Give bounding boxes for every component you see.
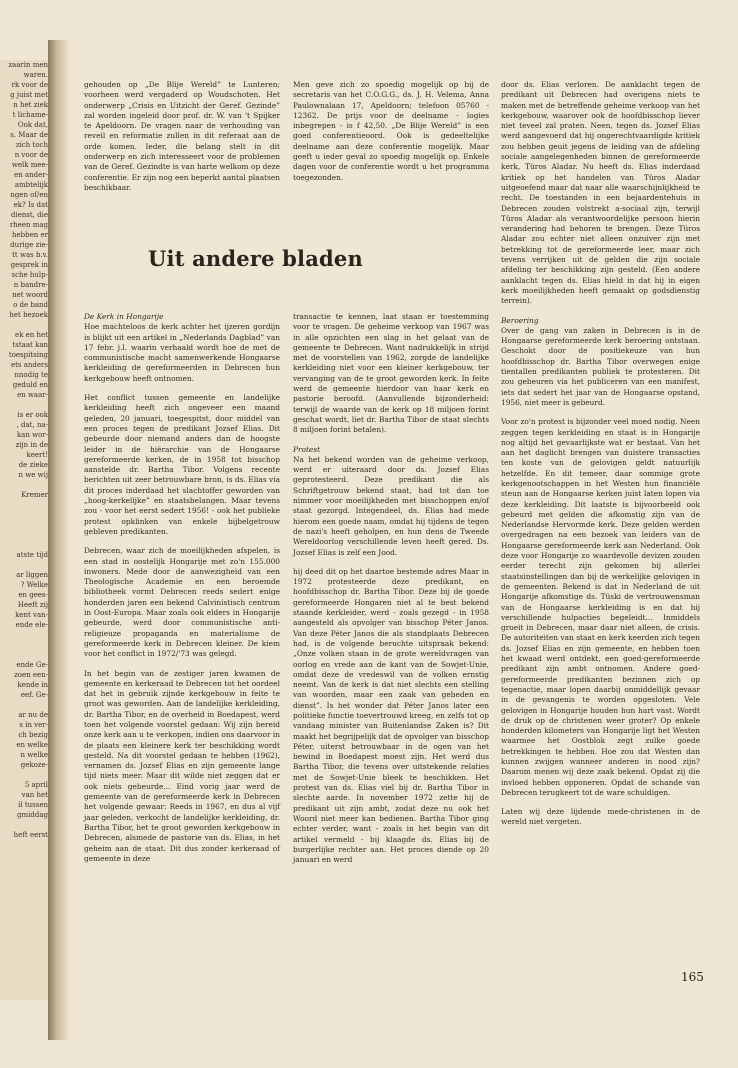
- left-page-line: durige zie-: [10, 241, 48, 249]
- left-page-line: net woord: [12, 291, 48, 299]
- left-page-line: eef. Ge-: [20, 691, 48, 699]
- col3-subheading: Beroering: [501, 315, 539, 325]
- left-page-line: g juist met: [10, 91, 48, 99]
- left-page-line: s in ver-: [19, 721, 48, 729]
- left-page-line: kan wor-: [16, 431, 48, 439]
- left-page-line: ets anders: [10, 361, 48, 369]
- left-page-line: [0, 480, 52, 490]
- left-page-line: ? Welke: [20, 581, 48, 589]
- left-page-line: [0, 700, 52, 710]
- left-page-line: hebben er: [12, 231, 48, 239]
- left-page-line: [0, 400, 52, 410]
- left-page-line: nnodig te: [14, 371, 48, 379]
- left-page-line: [0, 520, 52, 530]
- column-2: [293, 312, 489, 874]
- left-page-line: ek? Is dat: [13, 201, 48, 209]
- left-page-line: [0, 640, 52, 650]
- left-page-line: is er ook: [17, 411, 48, 419]
- left-page-line: gekoze-: [20, 761, 48, 769]
- left-page-line: het bezoek: [9, 311, 48, 319]
- column-3: [501, 80, 700, 837]
- section-heading: Uit andere bladen: [148, 246, 363, 271]
- left-page-line: ar nu de: [18, 711, 48, 719]
- left-page-line: n voor de: [14, 151, 48, 159]
- left-page-line: ar liggen: [16, 571, 48, 579]
- page-number: 165: [681, 970, 704, 984]
- left-page-line: n bandre-: [13, 281, 48, 289]
- left-page-line: kende in: [17, 681, 48, 689]
- left-page-line: van het: [21, 791, 48, 799]
- col3-paragraph-3: Voor zo'n protest is bijzonder veel moed nodig. Neen zeggen tegen kerkleiding en staat is in Hongarije nog altijd het gevaarlijkste wat er bestaat. Van het aan het daglicht brengen van duistere transacties ten koste van de gelovigen geldt natuurlijk hetzelfde. En dit temeer, daar sommige grote kerkgenootschappen in het Westen hun financiële steun aan de Hongaarse kerken juist laten lopen via deze kerkleiding. Dit laatste is bijvoorbeeld ook gebeurd met gelden die afkomstig zijn van de Nederlandse Hervormde kerk. Deze gelden werden overgedragen na een bezoek van leiders van de Hongaarse gereformeerde kerk aan Nederland. Ook deze voor Hongarije zo waardevolle devizen zouden eerder terecht zijn gekomen bij allerlei staatsinstellingen dan bij de werkelijke gelovigen in de gemeenten. Bekend is dat in Nederland de uit Hongarije afkomstige ds. Tüski de vertrouwensman van de Hongaarse kerkleiding is en dat hij verschillende hulpacties begeleidt... Inmiddels groeit in Debrecen, maar daar niet alleen, de crisis. De autoriteiten van staat en kerk keerden zich tegen ds. Jozsef Elias en zijn gemeente, en hebben toen het kwaad werd ontdekt, een goed-gereformeerde predikant zijn ambt ontnomen. Andere goed-gereformeerde predikanten bezinnen zich op tegenactie, maar lopen daarbij onmiddellijk gevaar in de gevangenis te worden opgesloten. Vele gelovigen in Hongarije houden hun hart vast. Wordt de druk op de christenen weer groter? Op enkele honderden kilometers van Hongarije ligt het Westen waarmee het Oostblok zegt zulke goede betrekkingen te hebben. Hoe zou dat Westen dan kunnen zwijgen wanneer anderen in nood zijn? Daarom menen wij deze zaak bekend. Opdat zij die invloed hebben opponeren. Opdat de schande van Debrecen terugkeert tot de ware schuldigen.: [501, 417, 700, 797]
- left-page-line: ngen of/en: [10, 191, 48, 199]
- left-page-line: [0, 500, 52, 510]
- left-page-line: zaarin men: [8, 61, 48, 69]
- col1-paragraph-2: Het conflict tussen gemeente en landelijke kerkleiding heeft zich ongeveer een maand geleden, 20 januari, toegespitst, door middel van een proces tegen de predikant Jozsef Elias. Dit gebeurde door niemand anders dan de hoogste leider in de hiërarchie van de Hongaarse gereformeerde kerken, de in 1958 tot bisschop aanstelde dr. Bartha Tibor. Volgens recente berichten uit zeer betrouwbare bron, is ds. Elias via dit proces inderdaad het slachtoffer geworden van „hoog-kerkelijke” en staatsbelangen. Maar tevens zou - voor het eerst sedert 1956! - ook het publieke protest opklinken van enkele bijbelgetrouw gebleven predikanten.: [84, 393, 280, 536]
- column-1: [84, 312, 280, 873]
- col3-paragraph-4: Laten wij deze lijdende mede-christenen in de wereld niet vergeten.: [501, 807, 700, 827]
- left-page-line: o de band: [13, 301, 48, 309]
- col1-subheading: De Kerk in Hongarije: [84, 312, 164, 321]
- col2-top-text: Men geve zich zo spoedig mogelijk op bij de secretaris van het C.O.G.G., ds. J. H. Velema, Anna Paulownalaan 17, Apeldoorn; telefoon 05760 - 12362. De prijs voor de deelname - logies inbegrepen - is f 42,50. „De Blije Wereld” is een goed conferentieoord. Ook is gedeeltelijke deelname aan deze conferentie mogelijk. Maar geeft u ieder geval zo spoedig mogelijk op. Enkele dagen voor de conferentie wordt u het programma toegezonden.: [293, 80, 489, 182]
- left-page-line: t lichame-: [12, 111, 48, 119]
- left-page-line: [0, 560, 52, 570]
- left-page-line: atste tijd: [16, 551, 48, 559]
- column-2-top: [293, 80, 489, 192]
- left-page-line: kent van-: [15, 611, 48, 619]
- left-page-line: de zieke: [18, 461, 48, 469]
- col3-paragraph-2: Over de gang van zaken in Debrecen is in de Hongaarse gereformeerde kerk beroering ontstaan. Geschokt door de positiekeuze van hun hoofdbisschop dr. Bartha Tibor overwegen enige tientallen predikanten publiek te protesteren. Dit zou gebeuren via het publiceren van een manifest, iets dat sedert het jaar van de Hongaarse opstand, 1956, niet meer is gebeurd.: [501, 325, 700, 407]
- left-page-line: n het ziek: [13, 101, 48, 109]
- left-page-line: ende ele-: [15, 621, 48, 629]
- left-page-line: en ander-: [14, 171, 48, 179]
- left-page-line: waren.: [23, 71, 48, 79]
- left-page-line: ch bezig: [18, 731, 48, 739]
- col1-paragraph-1: Hoe machteloos de kerk achter het ijzeren gordijn is blijkt uit een artikel in „Nederlands Dagblad” van 17 febr. j.l. waarin verhaald wordt hoe de met de communistische macht samenwerkende Hongaarse kerkleiding de gereformeerden in Debrecen hun kerkgebouw heeft ontnomen.: [84, 322, 280, 383]
- left-page-line: s. Maar de: [10, 131, 48, 139]
- left-page-line: ende Ge-: [16, 661, 48, 669]
- left-page-line: [0, 510, 52, 520]
- column-1-top: [84, 80, 280, 202]
- left-page-line: [0, 650, 52, 660]
- left-page-line: [0, 540, 52, 550]
- left-page-line: en gees-: [18, 591, 48, 599]
- left-page-line: ek en het: [15, 331, 48, 339]
- left-page-line: geduld en: [12, 381, 48, 389]
- col2-paragraph-1: transactie te kennen, laat staan er toestemming voor te vragen. De geheime verkoop van 1967 was in alle opzichten een slag in het gelaat van de gemeente te Debrecen. Want nadrukkelijk in strijd met de voorstellen van 1962, zorgde de landelijke kerkleiding niet voor een kleiner kerkgebouw, ter vervanging van de te groot geworden kerk. In feite werd de gemeente hierdoor van haar kerk en pastorie beroofd. (Aanvullende bijzonderheid: terwijl de waarde van de kerk op 18 miljoen forint geschat wordt, liet dr. Bartha Tibor de staat slechts 8 miljoen forint betalen).: [293, 312, 489, 435]
- left-page-line: dienst, die: [10, 211, 48, 219]
- col3-paragraph-1: door ds. Elias verloren. De aanklacht tegen de predikant uit Debrecen had overigens niets te maken met de betreffende geheime verkoop van het kerkgebouw, waarover ook de hoofdbisschop liever niet teveel zal praten. Neen, tegen ds. Jozsef Elias werd aangevoerd dat hij ongerechtvaardigde kritiek zou hebben geuit jegens de leiding van de afdeling sociale aangelegenheden binnen de gereformeerde kerk, Türos Aladar. Nu heeft ds. Elias inderdaad kritiek op het handelen van Türos Aladar uitgeoefend maar dat naar alle waarschijnlijkheid te recht. De toestanden in een bejaardentehuis in Debrecen zouden volstrekt a-sociaal zijn, terwijl Türos Aladar als verantwoordelijke persoon hierin verandering had behoren te brengen. Deze Türos Aladar zou echter niet alleen onzuiver zijn met betrekking tot de gereformeerde leer, maar zich tevens verrijken uit de gelden die zijn sociale afdeling ter beschikking zijn gesteld. (Een andere aanklacht tegen ds. Elias hield in dat hij in eigen kerk moeilijkheden heeft gemaakt op godsdienstig terrein).: [501, 80, 700, 306]
- left-page-line: zoen een-: [14, 671, 48, 679]
- left-page-line: en welke: [16, 741, 48, 749]
- left-page-line: [0, 820, 52, 830]
- col2-paragraph-3: hij deed dit op het daartoe bestemde adres Maar in 1972 protesteerde deze predikant, en hoofdbisschop dr. Bartha Tibor. Deze bij de goede gereformeerde Hongaren niet al te best bekend staande kerkleider, werd - zoals gezegd - in 1958 aangesteld als opvolger van bisschop Péter Janos. Van deze Péter Janos die als standplaats Debrecen had, is de volgende beruchte uitspraak bekend: „Onze volken staan in de grote wereldvragen van oorlog en vrede aan de kant van de Sowjet-Unie, omdat deze de vredeswil van de volken ernstig neemt. Van de kerk is dat niet slechts een stelling van woorden, maar een zaak van gebeden en dienst”. Is het wonder dat Péter Janos later een politieke functie toevertrouwd kreeg, en zelfs tot op vandaag minister van Buitenlandse Zaken is? Dit maakt het begrijpelijk dat de opvolger van bisschop Péter, uiterst betrouwbaar in de ogen van het bewind in Boedapest moest zijn. Het werd dus Bartha Tibor, die tevens over uitstekende relaties met de Sowjet-Unie bleek te beschikken. Het protest van ds. Elias viel bij dr. Bartha Tibor in slechte aarde. In november 1972 zette hij de predikant uit zijn ambt, zodat deze nu ook het Woord niet meer kan bedienen. Bartha Tibor ging echter verder, want - zoals in het begin van dit artikel vermeld - bij klaagde ds. Elias bij de burgerlijke rechter aan. Het proces diende op 20 januari en werd: [293, 566, 489, 865]
- left-page-line: Kremer: [21, 491, 48, 499]
- left-page-line: keert!: [26, 451, 48, 459]
- left-page-line: il tussen: [18, 801, 48, 809]
- left-page-line: , dat, na-: [16, 421, 48, 429]
- left-page-line: n welke: [20, 751, 48, 759]
- left-page-line: gesprek in: [10, 261, 48, 269]
- left-page-line: [0, 630, 52, 640]
- col2-subheading: Protest: [293, 444, 321, 454]
- col1-paragraph-4: In het begin van de zestiger jaren kwamen de gemeente en kerkeraad te Debrecen tot het oordeel dat het in gebruik zijnde kerkgebouw in feite te groot was geworden. Aan de landelijke kerkleiding, dr. Bartha Tibor, en de overheid in Boedapest, werd toen het volgende voorstel gedaan: Wij zijn bereid onze kerk aan u te verkopen, indien ons daarvoor in de plaats een kleinere kerk ter beschikking wordt gesteld. Na dit voorstel gedaan te hebben (1962), vernamen ds. Jozsef Elias en zijn gemeente lange tijd niets meer. Maar dit wilde niet zeggen dat er ook niets gebeurde... Eind vorig jaar werd de gemeente van de gereformeerde kerk in Debrecen het volgende gewaar: Reeds in 1967, en dus al vijf jaar geleden, verkocht de landelijke kerkleiding, dr. Bartha Tibor, het te groot geworden kerkgebouw in Debrecen, alsmede de pastorie van ds. Elias, in het geheim aan de staat. Dit dus zonder kerkeraad of gemeente in deze: [84, 668, 280, 863]
- left-page-line: 5 april: [24, 781, 48, 789]
- col1-paragraph-3: Debrecen, waar zich de moeilijkheden afspelen, is een stad in oostelijk Hongarije met zo'n 155.000 inwoners. Mede door de aanwezigheid van een Theologische Academie en een beroemde bibliotheek vormt Debrecen reeds sedert enige honderden jaren een bekend Calvinistisch centrum in Oost-Europa. Maar zoals ook elders in Hongarije gebeurde, werd door communistische anti-religieuze propaganda en materialisme de gereformeerde kerk in Debrecen kleiner. De kiem voor het conflict in 1972/'73 was gelegd.: [84, 546, 280, 659]
- left-page-line: zich toch: [15, 141, 48, 149]
- left-page-line: zijn in de: [15, 441, 48, 449]
- col1-top-text: gehouden op „De Blije Wereld” te Lunteren; voorheen werd vergaderd op Woudschoten. Het onderwerp „Crisis en Uitzicht der Geref. Gezinde” zal worden ingeleid door prof. dr. W. van 't Spijker te Apeldoorn. De vragen naar de verhouding van reveil en reformatie zullen in dit referaat aan de orde komen. Ieder, die belang stelt in dit onderwerp en zich interesseert voor de problemen van de Geref. Gezindte is van harte welkom op deze conferentie. Er zijn nog een beperkt aantal plaatsen beschikbaar.: [84, 80, 280, 192]
- left-page-line: welk mee-: [11, 161, 48, 169]
- left-page-edge: [0, 60, 52, 1000]
- left-page-line: n we wij: [18, 471, 48, 479]
- left-page-line: ambtelijk: [14, 181, 48, 189]
- left-page-line: sche hulp-: [11, 271, 48, 279]
- left-page-line: Heeft zij: [17, 601, 48, 609]
- left-page-line: toespitsing: [8, 351, 48, 359]
- left-page-line: Ook dat,: [17, 121, 48, 129]
- left-page-line: tstaat kan: [12, 341, 48, 349]
- left-page-line: tt was b.v.: [12, 251, 48, 259]
- left-page-line: rk voor de: [11, 81, 48, 89]
- book-gutter: [48, 40, 70, 1040]
- left-page-line: en waar-: [17, 391, 48, 399]
- left-page-line: [0, 530, 52, 540]
- left-page-line: heft eerst: [13, 831, 48, 839]
- col2-paragraph-2: Na het bekend worden van de geheime verkoop, werd er uiteraard door ds. Jozsef Elias geprotesteerd. Deze predikant die als Schriftgetrouw bekend staat, had tot dan toe nimmer voor moeilijkheden met bisschoppen en/of staat gezorgd. Integendeel, ds. Elias had mede hierom een goede naam, omdat hij tijdens de tegen de nazi's heeft geholpen, en hun dens de Tweede Wereldoorlog verschillende leven heeft gered. Ds. Jozsef Elias is zelf een Jood.: [293, 454, 489, 557]
- left-page-line: [0, 320, 52, 330]
- left-page-line: [0, 770, 52, 780]
- left-page-line: rheen mag: [9, 221, 48, 229]
- left-page-line: gmiddag: [17, 811, 48, 819]
